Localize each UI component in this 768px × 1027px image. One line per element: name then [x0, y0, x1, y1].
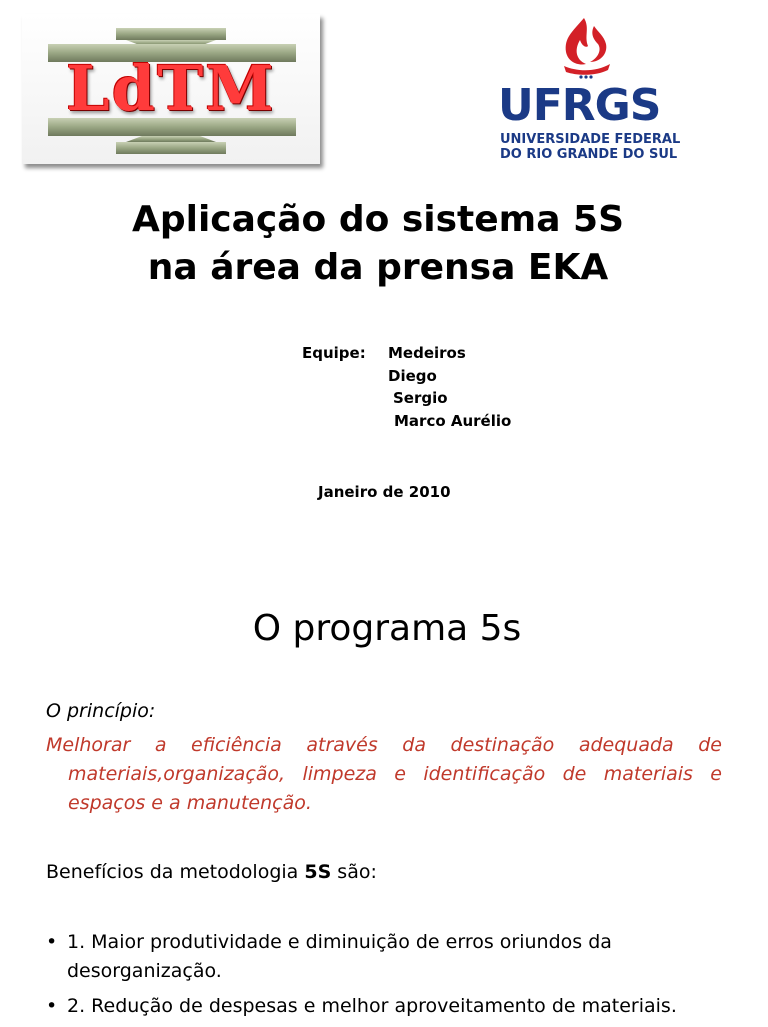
bullet-icon: • [46, 931, 58, 953]
ldtm-logo-text: LdTM [66, 52, 276, 125]
ufrgs-subtitle-line: UNIVERSIDADE FEDERAL [500, 132, 681, 147]
title-line: na área da prensa EKA [147, 247, 609, 288]
benefit-text: 1. Maior produtividade e diminuição de erros oriundos da desorganização. [67, 931, 612, 982]
list-item [46, 992, 736, 1021]
team-member: Diego [388, 367, 437, 385]
flame-icon [554, 16, 618, 80]
ufrgs-subtitle [500, 132, 680, 162]
benefits-intro-suffix: são: [331, 861, 377, 883]
team-member: Medeiros [388, 344, 466, 362]
benefits-intro-prefix: Benefícios da metodologia [46, 861, 305, 883]
benefits-list [46, 928, 736, 1027]
ufrgs-name: UFRGS [498, 80, 661, 131]
bullet-icon: • [46, 995, 58, 1017]
team-member: Marco Aurélio [394, 412, 512, 430]
team-member: Sergio [393, 389, 448, 407]
ldtm-logo [22, 14, 320, 164]
principle-label: O princípio: [46, 700, 156, 722]
benefit-text: 2. Redução de despesas e melhor aproveitamento de materiais. [67, 995, 677, 1017]
benefits-intro-bold: 5S [304, 861, 332, 883]
team-label: Equipe: [302, 344, 366, 362]
presentation-title [0, 196, 756, 292]
principle-text: Melhorar a eficiência através da destinação adequada de materiais,organização, limpeza e identificação de materiais e espaços e a manutenção. [46, 734, 722, 814]
presentation-date: Janeiro de 2010 [318, 483, 451, 501]
benefits-intro [46, 858, 377, 886]
ufrgs-subtitle-line: DO RIO GRANDE DO SUL [500, 147, 678, 162]
title-line: Aplicação do sistema 5S [131, 199, 624, 240]
list-item [46, 928, 736, 986]
ufrgs-logo [494, 16, 694, 166]
slide-title: O programa 5s [252, 608, 522, 649]
